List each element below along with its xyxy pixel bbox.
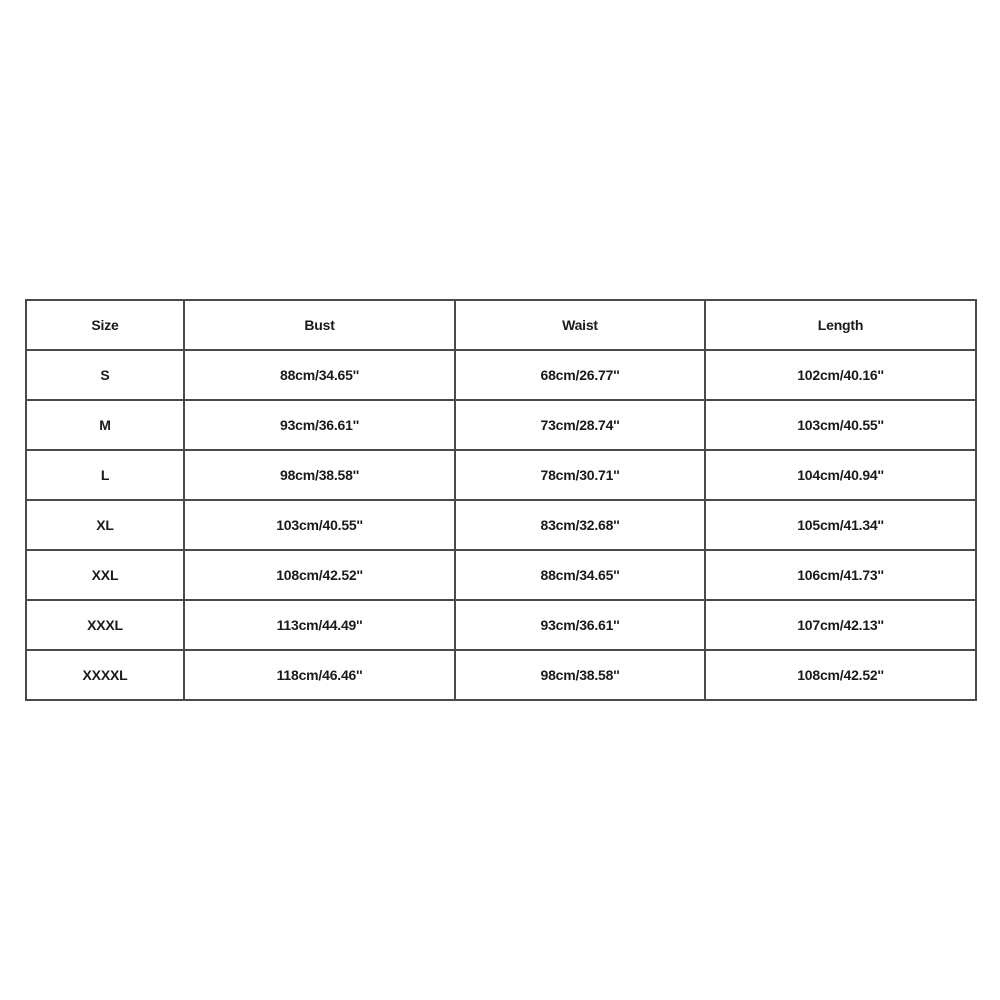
cell-size: XXL	[26, 550, 184, 600]
table-header-row	[26, 300, 976, 350]
header-size: Size	[26, 300, 184, 350]
cell-size: XL	[26, 500, 184, 550]
cell-waist: 98cm/38.58''	[455, 650, 705, 700]
table-row	[26, 550, 976, 600]
table-row	[26, 450, 976, 500]
cell-waist: 88cm/34.65''	[455, 550, 705, 600]
cell-length: 106cm/41.73''	[705, 550, 976, 600]
cell-bust: 108cm/42.52''	[184, 550, 455, 600]
cell-length: 102cm/40.16''	[705, 350, 976, 400]
cell-size: XXXXL	[26, 650, 184, 700]
cell-size: S	[26, 350, 184, 400]
cell-bust: 98cm/38.58''	[184, 450, 455, 500]
header-waist: Waist	[455, 300, 705, 350]
table-row	[26, 500, 976, 550]
cell-waist: 93cm/36.61''	[455, 600, 705, 650]
cell-bust: 103cm/40.55''	[184, 500, 455, 550]
cell-bust: 88cm/34.65''	[184, 350, 455, 400]
cell-bust: 93cm/36.61''	[184, 400, 455, 450]
cell-bust: 118cm/46.46''	[184, 650, 455, 700]
cell-size: L	[26, 450, 184, 500]
cell-size: M	[26, 400, 184, 450]
cell-waist: 68cm/26.77''	[455, 350, 705, 400]
cell-length: 105cm/41.34''	[705, 500, 976, 550]
size-chart-table	[25, 299, 977, 701]
cell-waist: 83cm/32.68''	[455, 500, 705, 550]
header-bust: Bust	[184, 300, 455, 350]
header-length: Length	[705, 300, 976, 350]
cell-waist: 73cm/28.74''	[455, 400, 705, 450]
table-row	[26, 600, 976, 650]
cell-size: XXXL	[26, 600, 184, 650]
cell-length: 108cm/42.52''	[705, 650, 976, 700]
cell-bust: 113cm/44.49''	[184, 600, 455, 650]
cell-waist: 78cm/30.71''	[455, 450, 705, 500]
cell-length: 103cm/40.55''	[705, 400, 976, 450]
cell-length: 107cm/42.13''	[705, 600, 976, 650]
cell-length: 104cm/40.94''	[705, 450, 976, 500]
table-row	[26, 650, 976, 700]
table-row	[26, 350, 976, 400]
table-row	[26, 400, 976, 450]
